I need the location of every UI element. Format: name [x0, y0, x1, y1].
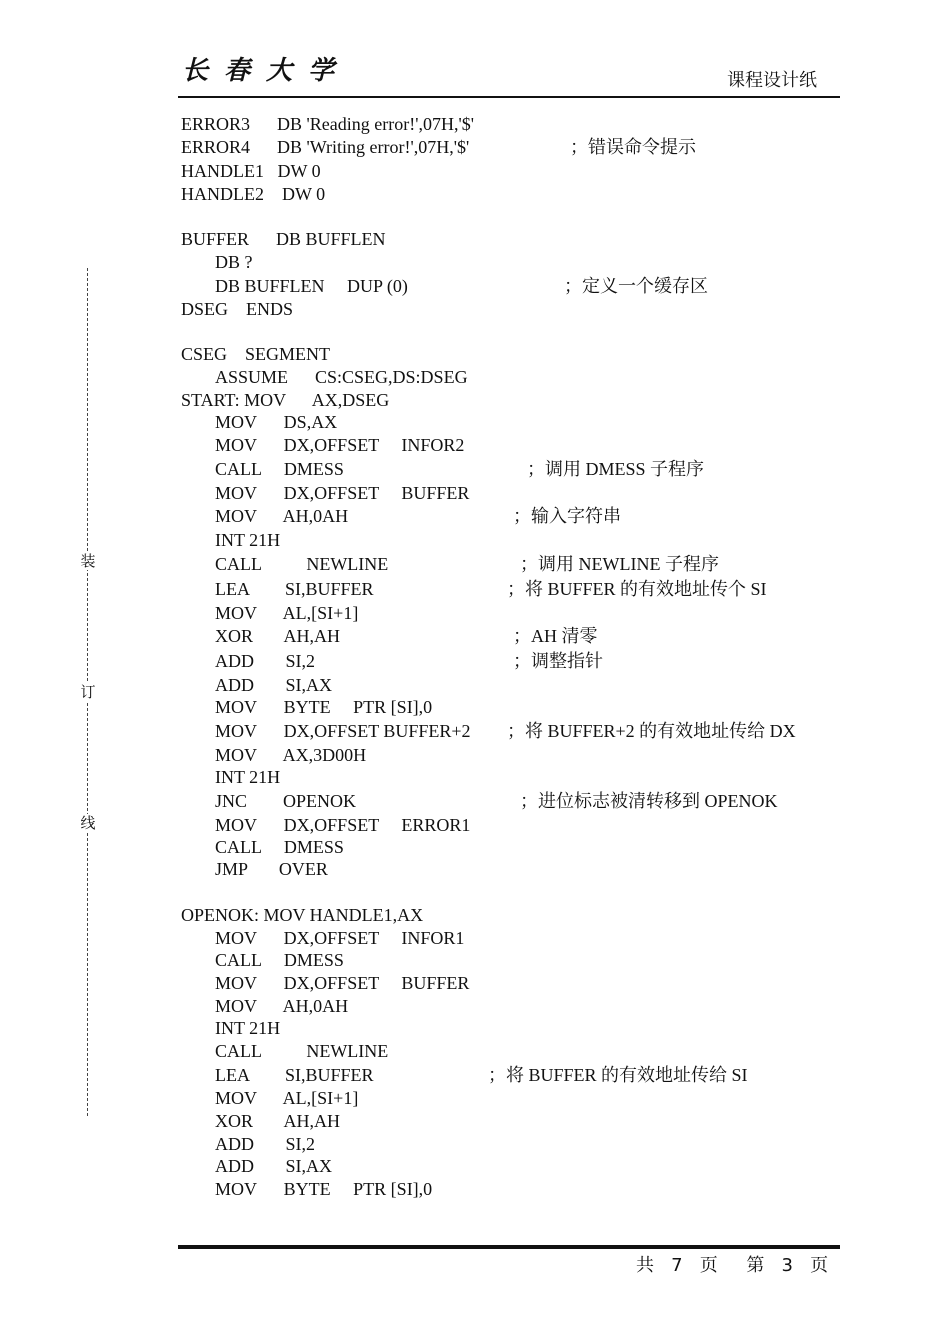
- code-line: MOV AH,0AH: [215, 506, 349, 526]
- university-name: 长春大学: [182, 56, 351, 86]
- code-line: JMP OVER: [215, 859, 328, 879]
- code-comment: ；调用 NEWLINE 子程序: [520, 554, 719, 574]
- code-line: JNC OPENOK: [215, 791, 357, 811]
- code-comment: ；将 BUFFER+2 的有效地址传给 DX: [507, 721, 796, 741]
- code-line: MOV DX,OFFSET ERROR1: [215, 815, 471, 835]
- code-line: XOR AH,AH: [215, 626, 341, 646]
- binding-char-ding: 订: [80, 683, 96, 701]
- code-comment: ；定义一个缓存区: [564, 276, 708, 296]
- code-line: MOV DX,OFFSET BUFFER: [215, 483, 470, 503]
- code-line: MOV DX,OFFSET INFOR2: [215, 435, 465, 455]
- code-line: MOV BYTE PTR [SI],0: [215, 1179, 433, 1199]
- code-line: START: MOV AX,DSEG: [181, 390, 390, 410]
- footer-rule: [178, 1245, 840, 1249]
- code-line: BUFFER DB BUFFLEN: [181, 229, 386, 249]
- code-line: CALL DMESS: [215, 950, 344, 970]
- code-line: ADD SI,2: [215, 1134, 316, 1154]
- code-line: MOV BYTE PTR [SI],0: [215, 697, 433, 717]
- code-line: ERROR4 DB 'Writing error!',07H,'$': [181, 137, 470, 157]
- page-indicator: 共 7 页 第 3 页: [636, 1255, 829, 1276]
- code-line: MOV AL,[SI+1]: [215, 1088, 359, 1108]
- code-line: MOV DX,OFFSET BUFFER: [215, 973, 470, 993]
- code-comment: ；AH 清零: [513, 626, 598, 646]
- binding-char-xian: 线: [80, 814, 96, 832]
- code-line: CALL NEWLINE: [215, 554, 389, 574]
- paper-type-label: 课程设计纸: [727, 70, 817, 91]
- code-line: DB ?: [215, 252, 253, 272]
- code-comment: ；错误命令提示: [570, 137, 696, 157]
- code-line: MOV AX,3D00H: [215, 745, 367, 765]
- code-line: ERROR3 DB 'Reading error!',07H,'$': [181, 114, 474, 134]
- code-line: INT 21H: [215, 530, 281, 550]
- code-comment: ；调用 DMESS 子程序: [527, 459, 705, 479]
- code-comment: ；调整指针: [513, 651, 603, 671]
- code-line: INT 21H: [215, 1018, 281, 1038]
- code-line: LEA SI,BUFFER: [215, 579, 374, 599]
- code-comment: ；进位标志被清转移到 OPENOK: [520, 791, 778, 811]
- binding-char-zhuang: 装: [80, 552, 96, 570]
- code-line: XOR AH,AH: [215, 1111, 341, 1131]
- code-line: HANDLE2 DW 0: [181, 184, 326, 204]
- code-comment: ；将 BUFFER 的有效地址传个 SI: [507, 579, 767, 599]
- code-line: DB BUFFLEN DUP (0): [215, 276, 408, 296]
- code-line: MOV AL,[SI+1]: [215, 603, 359, 623]
- code-line: MOV AH,0AH: [215, 996, 349, 1016]
- code-comment: ；输入字符串: [513, 506, 621, 526]
- code-line: LEA SI,BUFFER: [215, 1065, 374, 1085]
- code-line: CALL DMESS: [215, 837, 344, 857]
- code-comment: ；将 BUFFER 的有效地址传给 SI: [488, 1065, 748, 1085]
- code-line: ADD SI,AX: [215, 1156, 332, 1176]
- code-line: MOV DX,OFFSET BUFFER+2: [215, 721, 471, 741]
- code-line: HANDLE1 DW 0: [181, 161, 321, 181]
- code-line: CALL DMESS: [215, 459, 344, 479]
- code-line: INT 21H: [215, 767, 281, 787]
- code-line: MOV DS,AX: [215, 412, 338, 432]
- code-line: ADD SI,2: [215, 651, 316, 671]
- code-line: OPENOK: MOV HANDLE1,AX: [181, 905, 424, 925]
- code-line: CALL NEWLINE: [215, 1041, 389, 1061]
- header-rule: [178, 96, 840, 98]
- code-line: ADD SI,AX: [215, 675, 332, 695]
- code-line: CSEG SEGMENT: [181, 344, 331, 364]
- code-line: ASSUME CS:CSEG,DS:DSEG: [215, 367, 468, 387]
- code-line: MOV DX,OFFSET INFOR1: [215, 928, 465, 948]
- code-line: DSEG ENDS: [181, 299, 294, 319]
